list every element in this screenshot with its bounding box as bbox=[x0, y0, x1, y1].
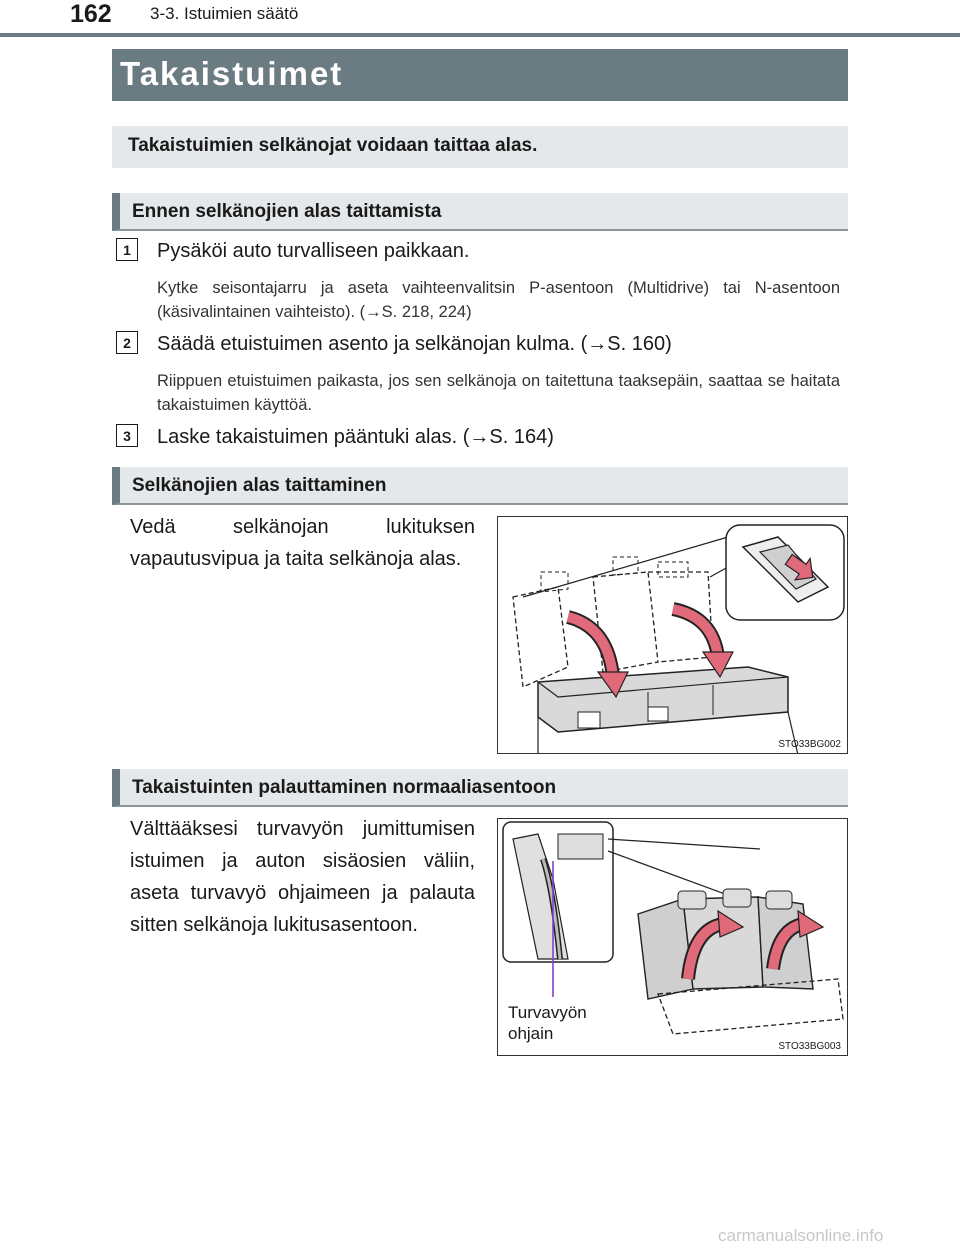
step-note-1: Kytke seisontajarru ja aseta vaihteenvalitsin P-asentoon (Multidrive) tai N-asentoon (käsivalintainen vaihteisto). (→S. 218, 224) bbox=[157, 279, 840, 321]
page-title: Takaistuimet bbox=[120, 55, 344, 92]
section-heading-returning bbox=[112, 769, 848, 807]
step-number-1: 1 bbox=[116, 238, 138, 261]
figure-seat-return bbox=[497, 818, 848, 1056]
step-number-3: 3 bbox=[116, 424, 138, 447]
returning-instructions: Välttääksesi turvavyön jumittumisen istuimen ja auton sisäosien väliin, aseta turvavyö ohjaimeen ja palauta sitten selkänoja lukitusasentoon. bbox=[130, 818, 475, 936]
section-heading-text: Takaistuinten palauttaminen normaaliasentoon bbox=[132, 777, 557, 798]
folding-instructions: Vedä selkänojan lukituksen vapautusvipua ja taita selkänoja alas. bbox=[130, 516, 475, 570]
header-rule bbox=[0, 33, 960, 37]
step-text-1: Pysäköi auto turvalliseen paikkaan. bbox=[157, 240, 470, 262]
section-heading-before-folding bbox=[112, 193, 848, 231]
intro-text: Takaistuimien selkänojat voidaan taittaa alas. bbox=[128, 135, 538, 156]
figure-code: STO33BG002 bbox=[778, 739, 841, 750]
figure-seat-folding bbox=[497, 516, 848, 754]
step-note-2: Riippuen etuistuimen paikasta, jos sen selkänoja on taitettuna taaksepäin, saattaa se haitata takaistuimen käyttöä. bbox=[157, 372, 840, 414]
page-title-bar bbox=[112, 49, 848, 101]
step-text-2: Säädä etuistuimen asento ja selkänojan kulma. (→S. 160) bbox=[157, 333, 672, 355]
belt-guide-label-line2: ohjain bbox=[508, 1024, 554, 1043]
section-heading-folding bbox=[112, 467, 848, 505]
seat-folding-illustration bbox=[498, 517, 848, 754]
figure-code: STO33BG003 bbox=[778, 1041, 841, 1052]
step-text-3: Laske takaistuimen pääntuki alas. (→S. 164) bbox=[157, 426, 554, 448]
chapter-title: 3-3. Istuimien säätö bbox=[150, 4, 299, 23]
watermark: carmanualsonline.info bbox=[718, 1226, 884, 1245]
intro-box bbox=[112, 126, 848, 168]
page-number: 162 bbox=[70, 0, 112, 28]
belt-guide-label-line1: Turvavyön bbox=[508, 1003, 587, 1022]
section-heading-text: Ennen selkänojien alas taittamista bbox=[132, 201, 442, 222]
step-number-2: 2 bbox=[116, 331, 138, 354]
section-heading-text: Selkänojien alas taittaminen bbox=[132, 475, 387, 496]
